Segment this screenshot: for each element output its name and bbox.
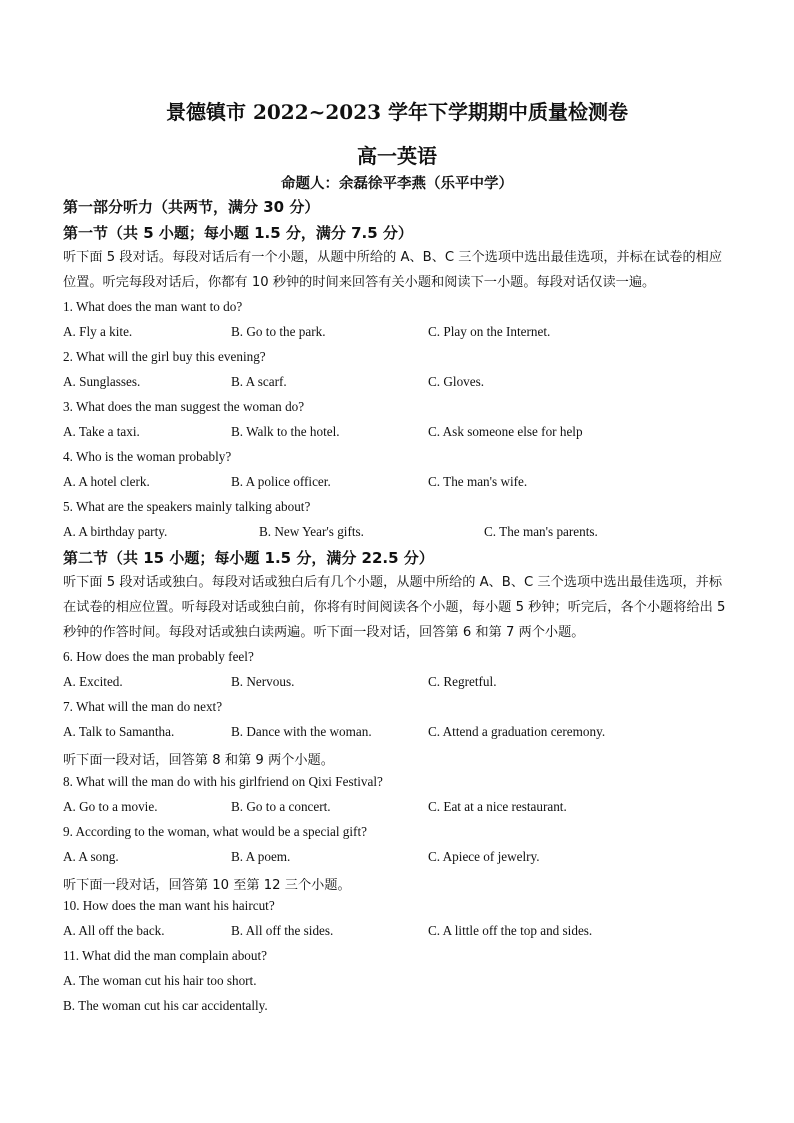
- q6-option-a: A. Excited.: [63, 674, 123, 689]
- q2-option-c: C. Gloves.: [428, 374, 485, 389]
- exam-title: 景德镇市 2022~2023 学年下学期期中质量检测卷: [165, 100, 628, 124]
- q5-option-c: C. The man's parents.: [484, 524, 598, 539]
- q11-option-b: B. The woman cut his car accidentally.: [63, 998, 268, 1013]
- section1-instructions: 听下面 5 段对话。每段对话后有一个小题，从题中所给的 A、B、C 三个选项中选出最佳选项，并标在试卷的相应位置。听完每段对话后，你都有 10 秒钟的时间来回答有关小题和阅读下一小题。每段对话仅读一遍。: [63, 250, 723, 290]
- q4-option-c: C. The man's wife.: [428, 474, 528, 489]
- q1-option-c: C. Play on the Internet.: [428, 324, 551, 339]
- question-7: 7. What will the man do next?: [63, 699, 223, 714]
- q10-option-c: C. A little off the top and sides.: [428, 923, 593, 938]
- question-5: 5. What are the speakers mainly talking about?: [63, 499, 311, 514]
- section2-instructions: 听下面 5 段对话或独白。每段对话或独白后有几个小题，从题中所给的 A、B、C 三个选项中选出最佳选项，并标在试卷的相应位置。听每段对话或独白前，你将有时间阅读各个小题，每小题 5 秒钟；听完后，各个小题将给出 5 秒钟的作答时间。每段对话或独白读两遍。听下面一段对话，回答第 6 和第 7 两个小题。: [63, 575, 726, 640]
- q2-option-a: A. Sunglasses.: [63, 374, 141, 389]
- exam-subject: 高一英语: [357, 144, 437, 168]
- q9-option-a: A. A song.: [63, 849, 119, 864]
- question-9: 9. According to the woman, what would be a special gift?: [63, 824, 367, 839]
- q3-option-b: B. Walk to the hotel.: [231, 424, 340, 439]
- q9-option-c: C. Apiece of jewelry.: [428, 849, 540, 864]
- q8-option-b: B. Go to a concert.: [231, 799, 331, 814]
- section2-heading: 第二节（共 15 小题；每小题 1.5 分，满分 22.5 分）: [63, 549, 434, 567]
- q6-option-c: C. Regretful.: [428, 674, 497, 689]
- section1-heading: 第一节（共 5 小题；每小题 1.5 分，满分 7.5 分）: [63, 224, 413, 242]
- q10-option-b: B. All off the sides.: [231, 923, 334, 938]
- q8-option-a: A. Go to a movie.: [63, 799, 158, 814]
- q5-option-b: B. New Year's gifts.: [259, 524, 364, 539]
- exam-author: 命题人：余磊徐平李燕（乐平中学）: [281, 175, 513, 192]
- q10-option-a: A. All off the back.: [63, 923, 165, 938]
- question-8: 8. What will the man do with his girlfriend on Qixi Festival?: [63, 774, 383, 789]
- question-1: 1. What does the man want to do?: [63, 299, 243, 314]
- q4-option-b: B. A police officer.: [231, 474, 331, 489]
- question-4: 4. Who is the woman probably?: [63, 449, 232, 464]
- q1-option-b: B. Go to the park.: [231, 324, 326, 339]
- part1-heading: 第一部分听力（共两节，满分 30 分）: [63, 198, 320, 216]
- question-6: 6. How does the man probably feel?: [63, 649, 254, 664]
- q8-option-c: C. Eat at a nice restaurant.: [428, 799, 567, 814]
- q4-option-a: A. A hotel clerk.: [63, 474, 150, 489]
- q5-option-a: A. A birthday party.: [63, 524, 168, 539]
- question-2: 2. What will the girl buy this evening?: [63, 349, 266, 364]
- q9-option-b: B. A poem.: [231, 849, 291, 864]
- q7-option-a: A. Talk to Samantha.: [63, 724, 175, 739]
- q3-option-a: A. Take a taxi.: [63, 424, 140, 439]
- q2-option-b: B. A scarf.: [231, 374, 287, 389]
- q6-option-b: B. Nervous.: [231, 674, 295, 689]
- q7-option-b: B. Dance with the woman.: [231, 724, 372, 739]
- question-11: 11. What did the man complain about?: [63, 948, 267, 963]
- q1-option-a: A. Fly a kite.: [63, 324, 133, 339]
- question-3: 3. What does the man suggest the woman do?: [63, 399, 305, 414]
- listening-note-8-9: 听下面一段对话，回答第 8 和第 9 两个小题。: [63, 753, 334, 768]
- listening-note-10-12: 听下面一段对话，回答第 10 至第 12 三个小题。: [63, 878, 351, 893]
- q3-option-c: C. Ask someone else for help: [428, 424, 583, 439]
- question-10: 10. How does the man want his haircut?: [63, 898, 275, 913]
- q11-option-a: A. The woman cut his hair too short.: [63, 973, 257, 988]
- q7-option-c: C. Attend a graduation ceremony.: [428, 724, 606, 739]
